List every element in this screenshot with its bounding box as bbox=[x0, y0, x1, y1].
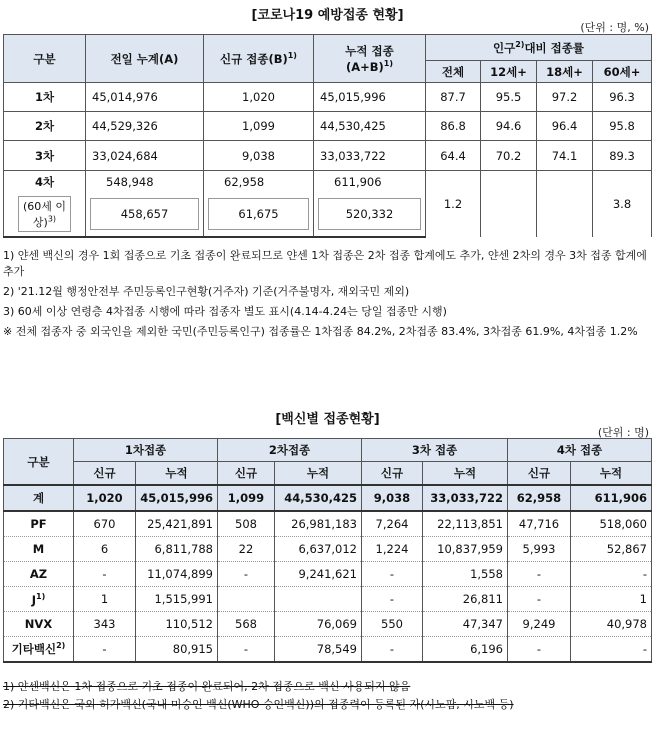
cum-value: 6,196 bbox=[423, 637, 508, 663]
row-label: 3차 bbox=[4, 141, 86, 171]
header-cum: 누적 bbox=[423, 462, 508, 486]
cum-value bbox=[275, 587, 362, 612]
new-value: 1,020 bbox=[204, 83, 314, 112]
cum-value: 80,915 bbox=[136, 637, 218, 663]
cum-value: 44,530,425 bbox=[275, 485, 362, 511]
cum-value: 47,347 bbox=[423, 612, 508, 637]
new-value: 47,716 bbox=[508, 511, 571, 537]
cum-value: 1,558 bbox=[423, 562, 508, 587]
prev-value: 33,024,684 bbox=[86, 141, 204, 171]
new-value: 1,224 bbox=[362, 537, 423, 562]
table-row bbox=[4, 562, 652, 587]
cum-value: 11,074,899 bbox=[136, 562, 218, 587]
sub-prev-value: 458,657 bbox=[86, 193, 204, 237]
header-dose1: 1차접종 bbox=[74, 439, 218, 462]
new-value: 1 bbox=[74, 587, 136, 612]
footnotes bbox=[3, 248, 651, 344]
cum-value: - bbox=[571, 562, 652, 587]
rate-12-value: 70.2 bbox=[481, 141, 537, 171]
cum-value: 78,549 bbox=[275, 637, 362, 663]
rate-12-value: 95.5 bbox=[481, 83, 537, 112]
cum-value: 611,906 bbox=[571, 485, 652, 511]
total-rate-value: 1.2 bbox=[426, 171, 481, 237]
new-value: 5,993 bbox=[508, 537, 571, 562]
footnote: 1) 얀센백신은 1차 접종으로 기초 접종이 완료되어, 2차 접종으로 백신 사용되지 않음 bbox=[3, 680, 411, 693]
cum-value: 33,033,722 bbox=[423, 485, 508, 511]
new-value: 22 bbox=[218, 537, 275, 562]
cum-value: 44,530,425 bbox=[314, 112, 426, 141]
table-row bbox=[4, 612, 652, 637]
new-value: 62,958 bbox=[508, 485, 571, 511]
prev-value: 548,948 bbox=[86, 171, 204, 193]
row-label: $J^{1)}$ bbox=[4, 587, 74, 612]
sub-new-value: 61,675 bbox=[204, 193, 314, 237]
row-label: PF bbox=[4, 511, 74, 537]
total-rate-value: 87.7 bbox=[426, 83, 481, 112]
cum-value: 22,113,851 bbox=[423, 511, 508, 537]
cum-value: 76,069 bbox=[275, 612, 362, 637]
rate-60-value: 3.8 bbox=[593, 171, 652, 237]
vaccination-status-title: [코로나19 예방접종 현황] bbox=[251, 8, 404, 23]
header-new: 신규 bbox=[508, 462, 571, 486]
unit-label: (단위 : 명, %) bbox=[580, 21, 649, 34]
new-value: - bbox=[218, 637, 275, 663]
rate-18-value: 74.1 bbox=[537, 141, 593, 171]
cum-value: 40,978 bbox=[571, 612, 652, 637]
header-previous-total: 전일 누계(A) bbox=[86, 35, 204, 83]
table-row bbox=[4, 171, 652, 193]
cum-value: 26,981,183 bbox=[275, 511, 362, 537]
new-value: 9,038 bbox=[362, 485, 423, 511]
new-value: - bbox=[362, 587, 423, 612]
cum-value: 110,512 bbox=[136, 612, 218, 637]
prev-value: 45,014,976 bbox=[86, 83, 204, 112]
header-cumulative: 누적 접종 $(A+B)^{1)}$ bbox=[314, 35, 426, 83]
header-new: 신규 bbox=[362, 462, 423, 486]
table-row bbox=[4, 83, 652, 112]
row-label: NVX bbox=[4, 612, 74, 637]
new-value: - bbox=[508, 587, 571, 612]
cum-value: 9,241,621 bbox=[275, 562, 362, 587]
header-category: 구분 bbox=[4, 439, 74, 486]
header-cum: 누적 bbox=[136, 462, 218, 486]
new-value: - bbox=[362, 637, 423, 663]
table-row bbox=[4, 587, 652, 612]
new-value: 508 bbox=[218, 511, 275, 537]
header-dose4: 4차 접종 bbox=[508, 439, 652, 462]
cum-value: 52,867 bbox=[571, 537, 652, 562]
cum-value: - bbox=[571, 637, 652, 663]
cum-value: 1,515,991 bbox=[136, 587, 218, 612]
new-value: - bbox=[508, 562, 571, 587]
row-label: 계 bbox=[4, 485, 74, 511]
header-new: 신규 bbox=[74, 462, 136, 486]
footnote: 3) 60세 이상 연령층 4차접종 시행에 따라 접종자 별도 표시(4.14-4.24는 당일 접종만 시행) bbox=[3, 305, 447, 318]
cum-value: 611,906 bbox=[314, 171, 426, 193]
new-value: 9,249 bbox=[508, 612, 571, 637]
row-label: 1차 bbox=[4, 83, 86, 112]
sub-cum-value: 520,332 bbox=[314, 193, 426, 237]
table-row bbox=[4, 112, 652, 141]
rate-60-value: 95.8 bbox=[593, 112, 652, 141]
new-value: - bbox=[74, 562, 136, 587]
total-row bbox=[4, 485, 652, 511]
cum-value: 6,811,788 bbox=[136, 537, 218, 562]
new-value: - bbox=[508, 637, 571, 663]
row-label: 2차 bbox=[4, 112, 86, 141]
table-row bbox=[4, 141, 652, 171]
rate-12-value: 94.6 bbox=[481, 112, 537, 141]
row-label: AZ bbox=[4, 562, 74, 587]
rate-60-value: 89.3 bbox=[593, 141, 652, 171]
header-cum: 누적 bbox=[275, 462, 362, 486]
cum-value: 6,637,012 bbox=[275, 537, 362, 562]
rate-18-value: 96.4 bbox=[537, 112, 593, 141]
unit-label: (단위 : 명) bbox=[597, 426, 649, 439]
header-18plus: 18세+ bbox=[537, 61, 593, 83]
table-row bbox=[4, 537, 652, 562]
footnote: 2) '21.12월 행정안전부 주민등록인구현황(거주자) 기준(거주불명자, 재외국민 제외) bbox=[3, 285, 410, 298]
header-population-ratio: 인구$^{2)}$대비 접종률 bbox=[426, 35, 652, 61]
new-value: 1,099 bbox=[218, 485, 275, 511]
table-row bbox=[4, 511, 652, 537]
footnote: ※ 전체 접종자 중 외국인을 제외한 국민(주민등록인구) 접종률은 1차접종 84.2%, 2차접종 83.4%, 3차접종 61.9%, 4차접종 1.2% bbox=[3, 325, 638, 338]
cum-value: 45,015,996 bbox=[314, 83, 426, 112]
header-total-rate: 전체 bbox=[426, 61, 481, 83]
header-new-doses: 신규 접종$(B)^{1)}$ bbox=[204, 35, 314, 83]
rate-18-value: 97.2 bbox=[537, 83, 593, 112]
row-label: M bbox=[4, 537, 74, 562]
new-value: - bbox=[74, 637, 136, 663]
footnotes-vaccine bbox=[3, 679, 651, 717]
row-label: 4차 bbox=[4, 171, 86, 193]
header-dose3: 3차 접종 bbox=[362, 439, 508, 462]
new-value: 62,958 bbox=[204, 171, 314, 193]
cum-value: 1 bbox=[571, 587, 652, 612]
new-value: 550 bbox=[362, 612, 423, 637]
header-category: 구분 bbox=[4, 35, 86, 83]
new-value: 1,099 bbox=[204, 112, 314, 141]
prev-value: 44,529,326 bbox=[86, 112, 204, 141]
rate-60-value: 96.3 bbox=[593, 83, 652, 112]
total-rate-value: 64.4 bbox=[426, 141, 481, 171]
cum-value: 45,015,996 bbox=[136, 485, 218, 511]
cum-value: 25,421,891 bbox=[136, 511, 218, 537]
cum-value: 10,837,959 bbox=[423, 537, 508, 562]
new-value: 568 bbox=[218, 612, 275, 637]
new-value: 9,038 bbox=[204, 141, 314, 171]
sub-row-label: (60세 이 상)$^{3)}$ bbox=[4, 193, 86, 237]
header-new: 신규 bbox=[218, 462, 275, 486]
cum-value: 33,033,722 bbox=[314, 141, 426, 171]
cum-value: 26,811 bbox=[423, 587, 508, 612]
row-label: 기타백신$^{2)}$ bbox=[4, 637, 74, 663]
new-value: 6 bbox=[74, 537, 136, 562]
rate-18-value bbox=[537, 171, 593, 237]
new-value bbox=[218, 587, 275, 612]
cum-value: 518,060 bbox=[571, 511, 652, 537]
header-cum: 누적 bbox=[571, 462, 652, 486]
new-value: 343 bbox=[74, 612, 136, 637]
total-rate-value: 86.8 bbox=[426, 112, 481, 141]
vaccination-status-table bbox=[3, 34, 652, 238]
header-dose2: 2차접종 bbox=[218, 439, 362, 462]
new-value: 7,264 bbox=[362, 511, 423, 537]
new-value: 670 bbox=[74, 511, 136, 537]
footnote: 2) 기타백신은 국외 허가백신(국내 미승인 백신(WHO 승인백신))의 접종력이 등록된 자(시노팜, 시노백 등) bbox=[3, 698, 514, 711]
vaccine-type-table bbox=[3, 438, 652, 663]
header-12plus: 12세+ bbox=[481, 61, 537, 83]
header-60plus: 60세+ bbox=[593, 61, 652, 83]
footnote: 1) 얀센 백신의 경우 1회 접종으로 기초 접종이 완료되므로 얀센 1차 접종은 2차 접종 합계에도 추가, 얀센 2차의 경우 3차 접종 합계에 추가 bbox=[3, 249, 647, 278]
new-value: - bbox=[362, 562, 423, 587]
table-row bbox=[4, 637, 652, 663]
rate-12-value bbox=[481, 171, 537, 237]
vaccine-status-title: [백신별 접종현황] bbox=[275, 412, 380, 427]
new-value: 1,020 bbox=[74, 485, 136, 511]
new-value: - bbox=[218, 562, 275, 587]
